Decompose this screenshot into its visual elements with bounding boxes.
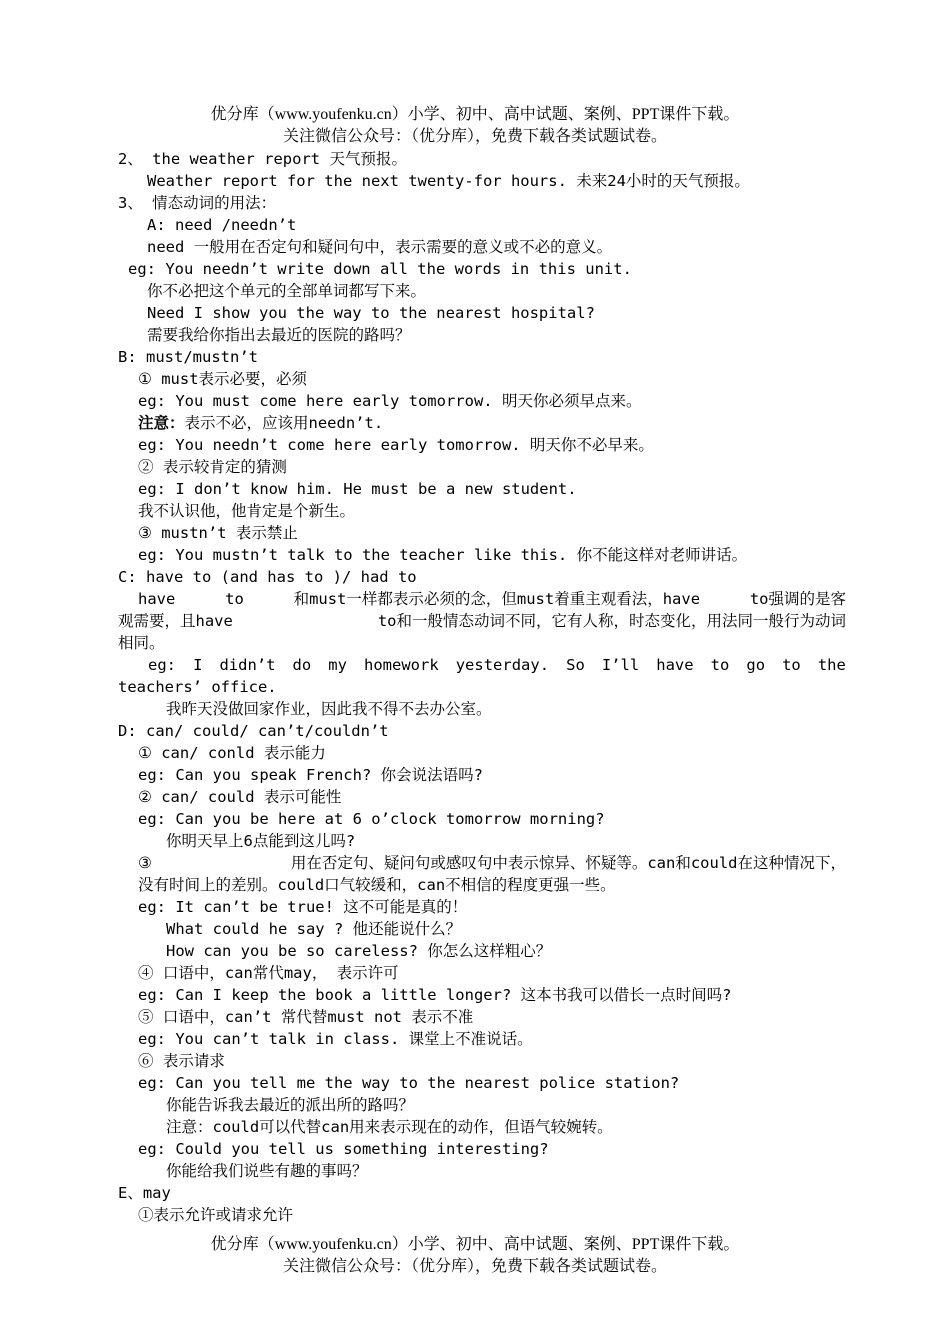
subsection-heading: C: have to (and has to )/ had to bbox=[118, 568, 417, 586]
example-sentence: teachers’ office. bbox=[118, 678, 277, 696]
explanation-text: 没有时间上的差别。could口气较缓和，can不相信的程度更强一些。 bbox=[138, 876, 616, 894]
example-sentence: eg: You can’t talk in class. 课堂上不准说话。 bbox=[138, 1030, 533, 1048]
subsection-heading: D: can/ could/ can’t/couldn’t bbox=[118, 722, 389, 740]
list-item: ① must表示必要，必须 bbox=[138, 370, 308, 388]
page-footer bbox=[0, 1234, 950, 1278]
justified-line bbox=[118, 610, 846, 632]
example-sentence: Need I show you the way to the nearest hospital? bbox=[147, 304, 595, 322]
footer-line-2: 关注微信公众号：（优分库），免费下载各类试题试卷。 bbox=[282, 1258, 667, 1275]
example-sentence: How can you be so careless? 你怎么这样粗心？ bbox=[166, 942, 552, 960]
example-sentence: eg: You must come here early tomorrow. 明天你必须早点来。 bbox=[138, 392, 642, 410]
word: have bbox=[656, 656, 694, 674]
word: yesterday. bbox=[455, 656, 550, 674]
page-header bbox=[0, 104, 950, 148]
list-item: ⑥ 表示请求 bbox=[138, 1052, 225, 1070]
word: didn’t bbox=[219, 656, 276, 674]
word: to bbox=[782, 656, 801, 674]
word: have bbox=[138, 590, 176, 608]
word: go bbox=[746, 656, 766, 674]
justified-line bbox=[138, 852, 846, 874]
word: 用在否定句、疑问句或感叹句中表示惊异、怀疑等。can和could在这种情况下， bbox=[290, 854, 846, 872]
word: So bbox=[566, 656, 585, 674]
word: eg: bbox=[148, 656, 176, 674]
example-sentence: eg: Could you tell us something interesting? bbox=[138, 1140, 549, 1158]
translation-text: 你能给我们说些有趣的事吗？ bbox=[166, 1162, 368, 1180]
word: ③ bbox=[138, 854, 152, 872]
word: I’ll bbox=[601, 656, 640, 674]
word: to bbox=[710, 656, 730, 674]
translation-text: 需要我给你指出去最近的医院的路吗？ bbox=[147, 326, 411, 344]
word: I bbox=[193, 656, 203, 674]
explanation-text: 相同。 bbox=[118, 634, 165, 652]
word: my bbox=[328, 656, 347, 674]
translation-text: 我不认识他，他肯定是个新生。 bbox=[138, 502, 356, 520]
list-item: ①表示允许或请求允许 bbox=[138, 1206, 294, 1224]
word: to强调的是客 bbox=[749, 590, 846, 608]
list-item: ② 表示较肯定的猜测 bbox=[138, 458, 287, 476]
word: 观需要，且have bbox=[118, 612, 233, 630]
word: to bbox=[225, 590, 244, 608]
example-sentence: eg: I don’t know him. He must be a new student. bbox=[138, 480, 577, 498]
example-sentence: eg: It can’t be true! 这不可能是真的！ bbox=[138, 898, 468, 916]
note-line bbox=[138, 412, 383, 434]
justified-line bbox=[138, 588, 846, 610]
example-sentence: eg: You needn’t write down all the words in this unit. bbox=[128, 260, 632, 278]
translation-text: 我昨天没做回家作业，因此我不得不去办公室。 bbox=[166, 700, 492, 718]
example-sentence: eg: Can you tell me the way to the nearest police station? bbox=[138, 1074, 680, 1092]
example-sentence: Weather report for the next twenty-for hours. 未来24小时的天气预报。 bbox=[147, 172, 750, 190]
example-sentence: eg: Can you be here at 6 o’clock tomorrow morning? bbox=[138, 810, 605, 828]
subsection-heading: B: must/mustn’t bbox=[118, 348, 258, 366]
footer-line-1: 优分库（www.youfenku.cn）小学、初中、高中试题、案例、PPT课件下载。 bbox=[210, 1236, 740, 1253]
translation-text: 你能告诉我去最近的派出所的路吗？ bbox=[166, 1096, 415, 1114]
translation-text: 你明天早上6点能到这儿吗? bbox=[166, 832, 356, 850]
word: do bbox=[292, 656, 312, 674]
explanation-text: need 一般用在否定句和疑问句中，表示需要的意义或不必的意义。 bbox=[147, 238, 613, 256]
section-heading: 2、 the weather report 天气预报。 bbox=[118, 150, 407, 168]
example-sentence: eg: You mustn’t talk to the teacher like this. 你不能这样对老师讲话。 bbox=[138, 546, 748, 564]
word: 和must一样都表示必须的念，但must着重主观看法，have bbox=[293, 590, 701, 608]
justified-line bbox=[148, 654, 846, 676]
example-sentence: eg: You needn’t come here early tomorrow. 明天你不必早来。 bbox=[138, 436, 654, 454]
word: the bbox=[817, 656, 846, 674]
list-item: ③ mustn’t 表示禁止 bbox=[138, 524, 298, 542]
example-sentence: eg: Can I keep the book a little longer? 这本书我可以借长一点时间吗? bbox=[138, 986, 732, 1004]
subsection-heading: E、may bbox=[118, 1184, 171, 1202]
section-heading: 3、 情态动词的用法： bbox=[118, 194, 277, 212]
header-line-1: 优分库（www.youfenku.cn）小学、初中、高中试题、案例、PPT课件下载。 bbox=[210, 106, 740, 123]
list-item: ⑤ 口语中，can’t 常代替must not 表示不准 bbox=[138, 1008, 474, 1026]
example-sentence: eg: Can you speak French? 你会说法语吗? bbox=[138, 766, 483, 784]
list-item: ② can/ could 表示可能性 bbox=[138, 788, 342, 806]
subsection-heading: A: need /needn’t bbox=[147, 216, 297, 234]
translation-text: 你不必把这个单元的全部单词都写下来。 bbox=[147, 282, 427, 300]
list-item: ④ 口语中，can常代may， 表示许可 bbox=[138, 964, 399, 982]
note-text: 表示不必，应该用needn’t. bbox=[184, 414, 384, 432]
list-item: ① can/ conld 表示能力 bbox=[138, 744, 326, 762]
note-label: 注意： bbox=[138, 414, 185, 432]
header-line-2: 关注微信公众号：（优分库），免费下载各类试题试卷。 bbox=[282, 128, 667, 145]
example-sentence: What could he say ? 他还能说什么？ bbox=[166, 920, 462, 938]
note-line: 注意：could可以代替can用来表示现在的动作，但语气较婉转。 bbox=[166, 1118, 613, 1136]
word: to和一般情态动词不同，它有人称，时态变化，用法同一般行为动词 bbox=[377, 612, 846, 630]
word: homework bbox=[364, 656, 439, 674]
